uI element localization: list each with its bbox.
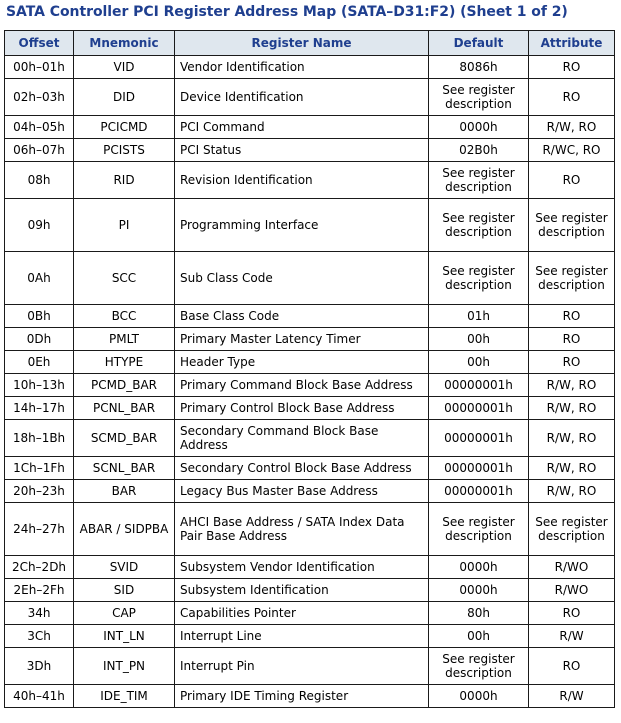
- cell-default: 0000h: [429, 556, 529, 579]
- cell-mnemonic: PCMD_BAR: [74, 374, 175, 397]
- cell-attribute: RO: [529, 602, 615, 625]
- cell-mnemonic: VID: [74, 56, 175, 79]
- cell-mnemonic: INT_LN: [74, 625, 175, 648]
- cell-mnemonic: PCNL_BAR: [74, 397, 175, 420]
- table-row: [5, 556, 615, 579]
- cell-offset: 0Dh: [5, 328, 74, 351]
- cell-offset: 1Ch–1Fh: [5, 457, 74, 480]
- cell-mnemonic: SCC: [74, 252, 175, 305]
- table-row: [5, 457, 615, 480]
- cell-default: 00h: [429, 625, 529, 648]
- cell-offset: 06h–07h: [5, 139, 74, 162]
- table-row: [5, 685, 615, 708]
- header-row: [5, 31, 615, 56]
- cell-mnemonic: RID: [74, 162, 175, 199]
- cell-mnemonic: BCC: [74, 305, 175, 328]
- cell-default: 80h: [429, 602, 529, 625]
- cell-mnemonic: PCICMD: [74, 116, 175, 139]
- cell-default: See register description: [429, 79, 529, 116]
- table-row: [5, 56, 615, 79]
- cell-attribute: See register description: [529, 503, 615, 556]
- cell-register-name: AHCI Base Address / SATA Index Data Pair Base Address: [175, 503, 429, 556]
- cell-offset: 02h–03h: [5, 79, 74, 116]
- cell-attribute: R/W, RO: [529, 116, 615, 139]
- table-row: [5, 648, 615, 685]
- header-offset: Offset: [5, 31, 74, 56]
- cell-attribute: R/W, RO: [529, 457, 615, 480]
- table-row: [5, 374, 615, 397]
- cell-attribute: R/WC, RO: [529, 139, 615, 162]
- cell-register-name: Base Class Code: [175, 305, 429, 328]
- cell-register-name: Subsystem Identification: [175, 579, 429, 602]
- cell-attribute: R/W, RO: [529, 420, 615, 457]
- cell-register-name: Device Identification: [175, 79, 429, 116]
- cell-offset: 3Ch: [5, 625, 74, 648]
- cell-mnemonic: BAR: [74, 480, 175, 503]
- cell-register-name: Capabilities Pointer: [175, 602, 429, 625]
- table-row: [5, 199, 615, 252]
- cell-default: 0000h: [429, 685, 529, 708]
- cell-mnemonic: DID: [74, 79, 175, 116]
- cell-attribute: RO: [529, 56, 615, 79]
- cell-register-name: Primary IDE Timing Register: [175, 685, 429, 708]
- cell-mnemonic: ABAR / SIDPBA: [74, 503, 175, 556]
- cell-register-name: PCI Command: [175, 116, 429, 139]
- cell-mnemonic: CAP: [74, 602, 175, 625]
- cell-offset: 3Dh: [5, 648, 74, 685]
- cell-default: See register description: [429, 503, 529, 556]
- cell-default: 00h: [429, 351, 529, 374]
- cell-register-name: Interrupt Line: [175, 625, 429, 648]
- table-row: [5, 162, 615, 199]
- table-row: [5, 602, 615, 625]
- table-row: [5, 252, 615, 305]
- cell-default: 00000001h: [429, 480, 529, 503]
- cell-mnemonic: PI: [74, 199, 175, 252]
- cell-attribute: R/W, RO: [529, 480, 615, 503]
- cell-attribute: R/W, RO: [529, 397, 615, 420]
- cell-offset: 0Bh: [5, 305, 74, 328]
- table-row: [5, 305, 615, 328]
- table-row: [5, 397, 615, 420]
- cell-mnemonic: SID: [74, 579, 175, 602]
- table-row: [5, 328, 615, 351]
- cell-register-name: Header Type: [175, 351, 429, 374]
- cell-attribute: RO: [529, 79, 615, 116]
- cell-offset: 09h: [5, 199, 74, 252]
- cell-attribute: RO: [529, 351, 615, 374]
- cell-offset: 24h–27h: [5, 503, 74, 556]
- cell-offset: 34h: [5, 602, 74, 625]
- cell-register-name: PCI Status: [175, 139, 429, 162]
- cell-mnemonic: INT_PN: [74, 648, 175, 685]
- cell-register-name: Subsystem Vendor Identification: [175, 556, 429, 579]
- cell-mnemonic: PCISTS: [74, 139, 175, 162]
- cell-attribute: See register description: [529, 252, 615, 305]
- cell-register-name: Interrupt Pin: [175, 648, 429, 685]
- cell-attribute: RO: [529, 305, 615, 328]
- cell-attribute: RO: [529, 328, 615, 351]
- cell-offset: 0Eh: [5, 351, 74, 374]
- cell-offset: 40h–41h: [5, 685, 74, 708]
- header-attribute: Attribute: [529, 31, 615, 56]
- cell-mnemonic: HTYPE: [74, 351, 175, 374]
- cell-attribute: R/W: [529, 685, 615, 708]
- table-row: [5, 79, 615, 116]
- cell-offset: 18h–1Bh: [5, 420, 74, 457]
- table-row: [5, 116, 615, 139]
- table-row: [5, 579, 615, 602]
- cell-default: 0000h: [429, 116, 529, 139]
- cell-default: 0000h: [429, 579, 529, 602]
- cell-attribute: RO: [529, 648, 615, 685]
- cell-register-name: Programming Interface: [175, 199, 429, 252]
- cell-register-name: Revision Identification: [175, 162, 429, 199]
- cell-offset: 08h: [5, 162, 74, 199]
- table-row: [5, 420, 615, 457]
- header-mnemonic: Mnemonic: [74, 31, 175, 56]
- cell-default: 8086h: [429, 56, 529, 79]
- cell-attribute: R/W: [529, 625, 615, 648]
- cell-default: 02B0h: [429, 139, 529, 162]
- cell-default: 00000001h: [429, 374, 529, 397]
- cell-attribute: R/W, RO: [529, 374, 615, 397]
- table-row: [5, 480, 615, 503]
- cell-default: 01h: [429, 305, 529, 328]
- cell-mnemonic: PMLT: [74, 328, 175, 351]
- cell-offset: 10h–13h: [5, 374, 74, 397]
- cell-register-name: Primary Control Block Base Address: [175, 397, 429, 420]
- cell-default: 00000001h: [429, 420, 529, 457]
- table-row: [5, 503, 615, 556]
- table-row: [5, 139, 615, 162]
- cell-default: 00000001h: [429, 397, 529, 420]
- cell-offset: 14h–17h: [5, 397, 74, 420]
- register-map-table: [4, 30, 615, 708]
- cell-attribute: RO: [529, 162, 615, 199]
- cell-register-name: Primary Command Block Base Address: [175, 374, 429, 397]
- cell-default: 00000001h: [429, 457, 529, 480]
- header-register-name: Register Name: [175, 31, 429, 56]
- cell-mnemonic: SCNL_BAR: [74, 457, 175, 480]
- cell-offset: 04h–05h: [5, 116, 74, 139]
- cell-offset: 00h–01h: [5, 56, 74, 79]
- cell-default: 00h: [429, 328, 529, 351]
- cell-attribute: R/WO: [529, 579, 615, 602]
- cell-offset: 2Ch–2Dh: [5, 556, 74, 579]
- table-title: SATA Controller PCI Register Address Map (SATA–D31:F2) (Sheet 1 of 2): [6, 4, 568, 20]
- table-row: [5, 625, 615, 648]
- cell-default: See register description: [429, 252, 529, 305]
- cell-default: See register description: [429, 199, 529, 252]
- cell-register-name: Legacy Bus Master Base Address: [175, 480, 429, 503]
- cell-register-name: Secondary Command Block Base Address: [175, 420, 429, 457]
- cell-register-name: Primary Master Latency Timer: [175, 328, 429, 351]
- cell-attribute: See register description: [529, 199, 615, 252]
- cell-default: See register description: [429, 648, 529, 685]
- cell-offset: 0Ah: [5, 252, 74, 305]
- table-row: [5, 351, 615, 374]
- cell-register-name: Secondary Control Block Base Address: [175, 457, 429, 480]
- header-default: Default: [429, 31, 529, 56]
- cell-mnemonic: IDE_TIM: [74, 685, 175, 708]
- cell-mnemonic: SVID: [74, 556, 175, 579]
- cell-attribute: R/WO: [529, 556, 615, 579]
- cell-default: See register description: [429, 162, 529, 199]
- cell-offset: 20h–23h: [5, 480, 74, 503]
- cell-mnemonic: SCMD_BAR: [74, 420, 175, 457]
- cell-register-name: Vendor Identification: [175, 56, 429, 79]
- cell-offset: 2Eh–2Fh: [5, 579, 74, 602]
- cell-register-name: Sub Class Code: [175, 252, 429, 305]
